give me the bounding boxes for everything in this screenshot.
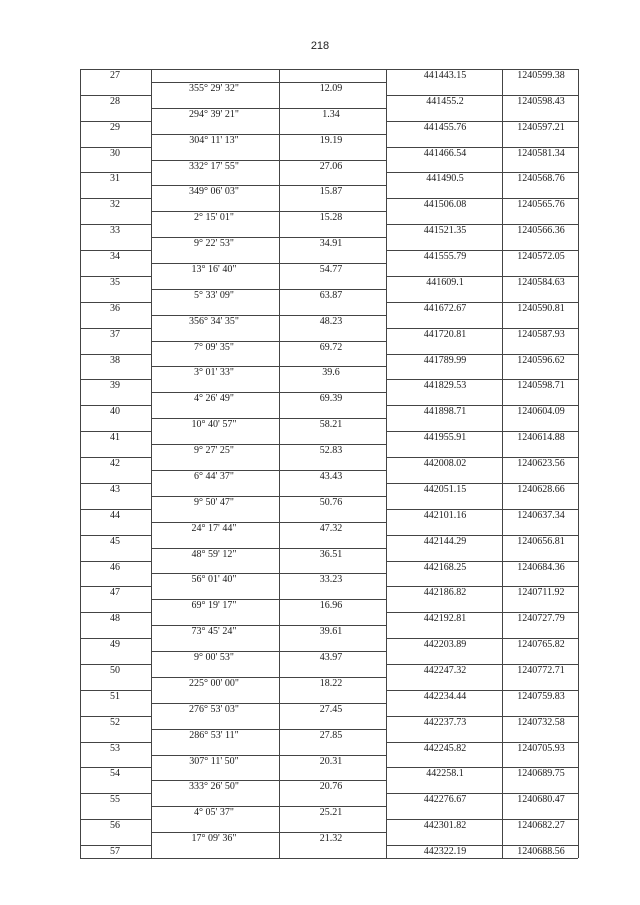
station-number: 54: [110, 768, 120, 780]
bearing-value: 307° 11' 50": [189, 755, 239, 767]
bearing-value: 5° 33' 09": [194, 289, 234, 301]
table-row-rule: [151, 444, 386, 445]
northing-value: 442051.15: [423, 483, 467, 495]
distance-value: 47.32: [319, 522, 343, 534]
table-row-rule: [151, 263, 386, 264]
table-column-rule: [386, 69, 387, 858]
easting-value: 1240590.81: [517, 302, 565, 314]
easting-value: 1240604.09: [517, 406, 565, 418]
northing-value: 442245.82: [423, 742, 467, 754]
distance-value: 69.72: [319, 341, 343, 353]
easting-value: 1240705.93: [517, 742, 565, 754]
station-number: 57: [110, 846, 120, 858]
northing-value: 441955.91: [423, 432, 467, 444]
table-row-rule: [151, 82, 386, 83]
station-number: 32: [110, 199, 120, 211]
northing-value: 441609.1: [426, 276, 464, 288]
bearing-value: 7° 09' 35": [194, 341, 234, 353]
station-number: 36: [110, 302, 120, 314]
station-number: 30: [110, 147, 120, 159]
easting-value: 1240614.88: [517, 432, 565, 444]
bearing-value: 10° 40' 57": [191, 419, 237, 431]
table-column-rule: [279, 69, 280, 858]
easting-value: 1240688.56: [517, 846, 565, 858]
easting-value: 1240628.66: [517, 483, 565, 495]
table-row-rule: [151, 806, 386, 807]
table-row-rule: [151, 237, 386, 238]
table-row-rule: [151, 755, 386, 756]
northing-value: 442237.73: [423, 716, 467, 728]
distance-value: 48.23: [319, 315, 343, 327]
table-column-rule: [151, 69, 152, 858]
bearing-value: 73° 45' 24": [191, 626, 237, 638]
bearing-value: 304° 11' 13": [189, 134, 239, 146]
easting-value: 1240711.92: [517, 587, 565, 599]
easting-value: 1240599.38: [517, 70, 565, 81]
station-number: 33: [110, 225, 120, 237]
station-number: 42: [110, 458, 120, 470]
distance-value: 58.21: [319, 419, 343, 431]
distance-value: 39.61: [319, 626, 343, 638]
station-number: 51: [110, 690, 120, 702]
table-row-rule: [151, 366, 386, 367]
bearing-value: 69° 19' 17": [191, 600, 237, 612]
distance-value: 54.77: [319, 264, 343, 276]
distance-value: 27.06: [319, 160, 343, 172]
northing-value: 442234.44: [423, 690, 467, 702]
distance-value: 63.87: [319, 289, 343, 301]
northing-value: 442008.02: [423, 458, 467, 470]
table-row-rule: [80, 69, 578, 70]
bearing-value: 356° 34' 35": [189, 315, 239, 327]
table-row-rule: [151, 703, 386, 704]
table-row-rule: [151, 651, 386, 652]
northing-value: 441490.5: [426, 173, 464, 185]
bearing-value: 276° 53' 03": [189, 703, 239, 715]
table-row-rule: [151, 599, 386, 600]
bearing-value: 349° 06' 03": [189, 186, 239, 198]
station-number: 47: [110, 587, 120, 599]
bearing-value: 13° 16' 40": [191, 264, 237, 276]
northing-value: 441443.15: [423, 70, 467, 81]
easting-value: 1240584.63: [517, 276, 565, 288]
northing-value: 441521.35: [423, 225, 467, 237]
northing-value: 441555.79: [423, 251, 467, 263]
table-row-rule: [151, 289, 386, 290]
easting-value: 1240598.43: [517, 95, 565, 107]
station-number: 49: [110, 639, 120, 651]
table-row-rule: [151, 832, 386, 833]
station-number: 50: [110, 664, 120, 676]
table-column-rule: [502, 69, 503, 858]
table-row-rule: [151, 625, 386, 626]
station-number: 41: [110, 432, 120, 444]
easting-value: 1240637.34: [517, 509, 565, 521]
bearing-value: 332° 17' 55": [189, 160, 239, 172]
bearing-value: 4° 26' 49": [194, 393, 234, 405]
distance-value: 19.19: [319, 134, 343, 146]
bearing-value: 6° 44' 37": [194, 470, 234, 482]
station-number: 28: [110, 95, 120, 107]
easting-value: 1240732.58: [517, 716, 565, 728]
easting-value: 1240572.05: [517, 251, 565, 263]
table-row-rule: [151, 160, 386, 161]
distance-value: 20.31: [319, 755, 343, 767]
northing-value: 442247.32: [423, 664, 467, 676]
station-number: 45: [110, 535, 120, 547]
bearing-value: 294° 39' 21": [189, 108, 239, 120]
distance-value: 20.76: [319, 781, 343, 793]
station-number: 38: [110, 354, 120, 366]
easting-value: 1240684.36: [517, 561, 565, 573]
distance-value: 33.23: [319, 574, 343, 586]
distance-value: 18.22: [319, 677, 343, 689]
station-number: 52: [110, 716, 120, 728]
station-number: 34: [110, 251, 120, 263]
bearing-value: 9° 00' 53": [194, 652, 234, 664]
distance-value: 15.87: [319, 186, 343, 198]
bearing-value: 355° 29' 32": [189, 82, 239, 94]
table-row-rule: [151, 573, 386, 574]
table-row-rule: [151, 315, 386, 316]
table-row-rule: [151, 341, 386, 342]
easting-value: 1240680.47: [517, 794, 565, 806]
distance-value: 27.85: [319, 729, 343, 741]
northing-value: 442301.82: [423, 820, 467, 832]
northing-value: 442186.82: [423, 587, 467, 599]
table-row-rule: [151, 729, 386, 730]
bearing-value: 4° 05' 37": [194, 807, 234, 819]
northing-value: 442258.1: [426, 768, 464, 780]
northing-value: 442203.89: [423, 639, 467, 651]
station-number: 53: [110, 742, 120, 754]
northing-value: 442192.81: [423, 613, 467, 625]
northing-value: 442144.29: [423, 535, 467, 547]
distance-value: 12.09: [319, 82, 343, 94]
distance-value: 52.83: [319, 445, 343, 457]
station-number: 55: [110, 794, 120, 806]
table-row-rule: [151, 548, 386, 549]
station-number: 44: [110, 509, 120, 521]
table-row-rule: [151, 470, 386, 471]
northing-value: 441455.76: [423, 121, 467, 133]
easting-value: 1240565.76: [517, 199, 565, 211]
distance-value: 39.6: [322, 367, 340, 379]
bearing-value: 225° 00' 00": [189, 677, 239, 689]
distance-value: 34.91: [319, 238, 343, 250]
table-row-rule: [151, 677, 386, 678]
northing-value: 442168.25: [423, 561, 467, 573]
northing-value: 442276.67: [423, 794, 467, 806]
distance-value: 50.76: [319, 496, 343, 508]
table-row-rule: [151, 780, 386, 781]
bearing-value: 333° 26' 50": [189, 781, 239, 793]
northing-value: 441466.54: [423, 147, 467, 159]
northing-value: 441455.2: [426, 95, 464, 107]
northing-value: 441506.08: [423, 199, 467, 211]
table-column-rule: [80, 69, 81, 858]
easting-value: 1240568.76: [517, 173, 565, 185]
bearing-value: 9° 22' 53": [194, 238, 234, 250]
bearing-value: 48° 59' 12": [191, 548, 237, 560]
bearing-value: 2° 15' 01": [194, 212, 234, 224]
easting-value: 1240727.79: [517, 613, 565, 625]
distance-value: 43.43: [319, 470, 343, 482]
table-row-rule: [151, 134, 386, 135]
easting-value: 1240581.34: [517, 147, 565, 159]
table-row-rule: [151, 418, 386, 419]
table-row-rule: [151, 496, 386, 497]
station-number: 31: [110, 173, 120, 185]
station-number: 43: [110, 483, 120, 495]
table-row-rule: [151, 185, 386, 186]
distance-value: 43.97: [319, 652, 343, 664]
table-row-rule: [151, 858, 386, 859]
easting-value: 1240596.62: [517, 354, 565, 366]
easting-value: 1240656.81: [517, 535, 565, 547]
table-row-rule: [151, 108, 386, 109]
station-number: 37: [110, 328, 120, 340]
distance-value: 27.45: [319, 703, 343, 715]
northing-value: 441789.99: [423, 354, 467, 366]
easting-value: 1240598.71: [517, 380, 565, 392]
distance-value: 25.21: [319, 807, 343, 819]
distance-value: 21.32: [319, 833, 343, 845]
station-number: 56: [110, 820, 120, 832]
distance-value: 36.51: [319, 548, 343, 560]
bearing-value: 3° 01' 33": [194, 367, 234, 379]
easting-value: 1240689.75: [517, 768, 565, 780]
table-column-rule: [578, 69, 579, 858]
station-number: 27: [110, 70, 120, 81]
northing-value: 442101.16: [423, 509, 467, 521]
distance-value: 1.34: [322, 108, 340, 120]
easting-value: 1240597.21: [517, 121, 565, 133]
easting-value: 1240759.83: [517, 690, 565, 702]
northing-value: 441829.53: [423, 380, 467, 392]
distance-value: 15.28: [319, 212, 343, 224]
table-row-rule: [151, 392, 386, 393]
bearing-value: 17° 09' 36": [191, 833, 237, 845]
station-number: 39: [110, 380, 120, 392]
station-number: 48: [110, 613, 120, 625]
station-number: 46: [110, 561, 120, 573]
easting-value: 1240765.82: [517, 639, 565, 651]
northing-value: 441720.81: [423, 328, 467, 340]
table-row-rule: [151, 522, 386, 523]
distance-value: 69.39: [319, 393, 343, 405]
station-number: 35: [110, 276, 120, 288]
bearing-value: 56° 01' 40": [191, 574, 237, 586]
table-row-rule: [151, 211, 386, 212]
easting-value: 1240772.71: [517, 664, 565, 676]
easting-value: 1240587.93: [517, 328, 565, 340]
northing-value: 441672.67: [423, 302, 467, 314]
easting-value: 1240623.56: [517, 458, 565, 470]
bearing-value: 24° 17' 44": [191, 522, 237, 534]
distance-value: 16.96: [319, 600, 343, 612]
easting-value: 1240566.36: [517, 225, 565, 237]
station-number: 29: [110, 121, 120, 133]
bearing-value: 9° 50' 47": [194, 496, 234, 508]
northing-value: 442322.19: [423, 846, 467, 858]
bearing-value: 9° 27' 25": [194, 445, 234, 457]
northing-value: 441898.71: [423, 406, 467, 418]
station-number: 40: [110, 406, 120, 418]
bearing-value: 286° 53' 11": [189, 729, 239, 741]
page-number: 218: [310, 40, 330, 52]
easting-value: 1240682.27: [517, 820, 565, 832]
